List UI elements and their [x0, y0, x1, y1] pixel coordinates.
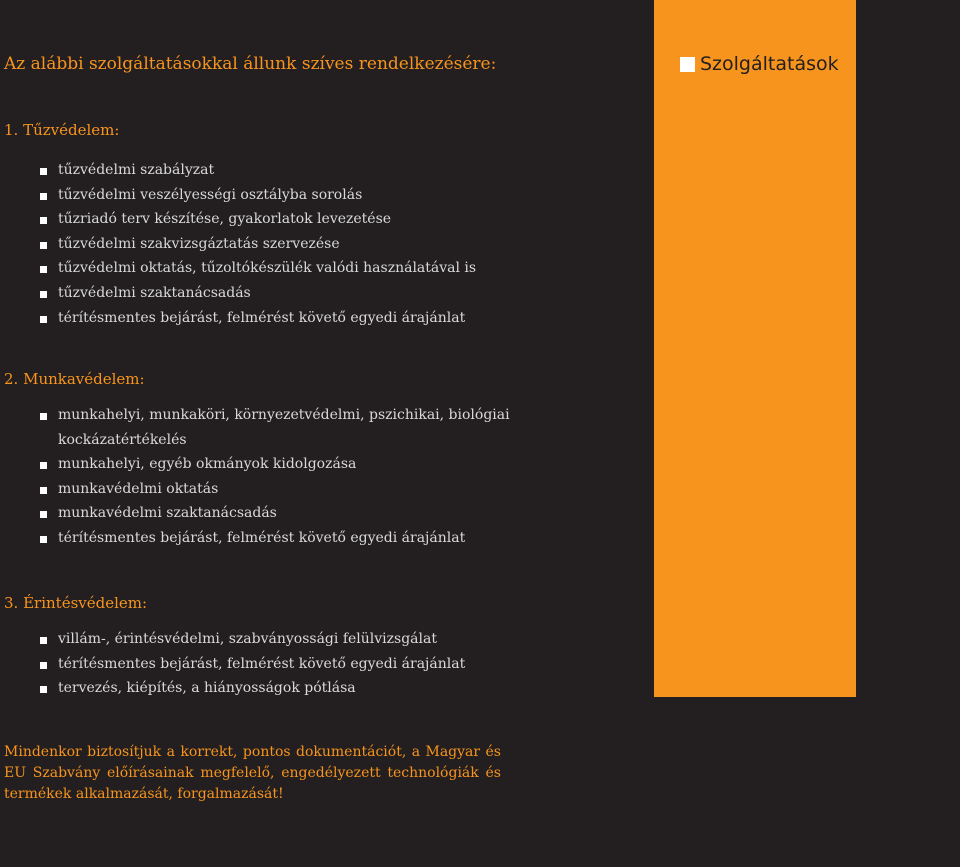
- list-item-text: tűzvédelmi oktatás, tűzoltókészülék valódi használatával is: [58, 260, 477, 277]
- square-bullet-icon: [40, 266, 47, 273]
- closing-statement: Mindenkor biztosítjuk a korrekt, pontos dokumentációt, a Magyar és EU Szabvány előírásainak megfelelő, engedélyezett technológiák és termékek alkalmazását, forgalmazását!: [4, 744, 501, 802]
- section-title-label: Érintésvédelem:: [23, 594, 148, 612]
- section-number: 3.: [4, 594, 19, 612]
- list-item: [40, 207, 520, 232]
- list-item-text: villám-, érintésvédelmi, szabványossági felülvizsgálat: [58, 631, 437, 647]
- list-item: [40, 158, 520, 183]
- square-bullet-icon: [40, 168, 47, 175]
- list-item: [40, 232, 520, 257]
- square-bullet-icon: [40, 217, 47, 224]
- list-item: [40, 627, 520, 652]
- side-panel-title-label: Szolgáltatások: [700, 53, 839, 75]
- list-item: [40, 403, 510, 452]
- list-item-text: térítésmentes bejárást, felmérést követő egyedi árajánlat: [58, 309, 466, 326]
- square-bullet-icon: [40, 291, 47, 298]
- list-item: [40, 306, 520, 331]
- list-item: [40, 477, 510, 502]
- list-item-text: tűzvédelmi szakvizsgáztatás szervezése: [58, 235, 340, 252]
- list-item-text: tűzriadó terv készítése, gyakorlatok levezetése: [58, 211, 392, 228]
- list-item-text: munkavédelmi oktatás: [58, 480, 219, 497]
- list-item-text: térítésmentes bejárást, felmérést követő egyedi árajánlat: [58, 529, 466, 546]
- occupational-safety-list: [40, 403, 510, 551]
- list-item-text: munkahelyi, egyéb okmányok kidolgozása: [58, 456, 357, 473]
- square-bullet-icon: [40, 536, 47, 543]
- section-title-electrical-protection: [4, 594, 147, 612]
- square-bullet-icon: [680, 57, 695, 72]
- list-item-text: tűzvédelmi veszélyességi osztályba sorolás: [58, 186, 363, 203]
- list-item-text: munkavédelmi szaktanácsadás: [58, 505, 277, 522]
- list-item-text: tűzvédelmi szaktanácsadás: [58, 284, 251, 301]
- electrical-protection-list: [40, 627, 520, 701]
- square-bullet-icon: [40, 193, 47, 200]
- list-item-text: tűzvédelmi szabályzat: [58, 162, 215, 178]
- square-bullet-icon: [40, 662, 47, 669]
- square-bullet-icon: [40, 316, 47, 323]
- square-bullet-icon: [40, 686, 47, 693]
- list-item: [40, 281, 520, 306]
- section-number: 1.: [4, 121, 19, 139]
- list-item: [40, 452, 510, 477]
- intro-heading: Az alábbi szolgáltatásokkal állunk szíves rendelkezésére:: [4, 54, 497, 74]
- list-item: [40, 256, 520, 281]
- section-title-fire-protection: [4, 121, 119, 139]
- section-title-label: Tűzvédelem:: [23, 121, 120, 139]
- side-panel: [654, 0, 856, 697]
- section-number: 2.: [4, 370, 19, 388]
- side-panel-title[interactable]: [680, 53, 839, 75]
- square-bullet-icon: [40, 462, 47, 469]
- list-item-text: munkahelyi, munkaköri, környezetvédelmi, pszichikai, biológiai kockázatértékelés: [58, 407, 510, 448]
- square-bullet-icon: [40, 637, 47, 644]
- fire-protection-list: [40, 158, 520, 330]
- list-item: [40, 501, 510, 526]
- square-bullet-icon: [40, 487, 47, 494]
- square-bullet-icon: [40, 242, 47, 249]
- list-item: [40, 183, 520, 208]
- square-bullet-icon: [40, 413, 47, 420]
- section-title-label: Munkavédelem:: [23, 370, 145, 388]
- list-item: [40, 676, 520, 701]
- list-item: [40, 526, 510, 551]
- list-item-text: tervezés, kiépítés, a hiányosságok pótlása: [58, 680, 356, 697]
- square-bullet-icon: [40, 511, 47, 518]
- list-item: [40, 652, 520, 677]
- list-item-text: térítésmentes bejárást, felmérést követő egyedi árajánlat: [58, 655, 466, 672]
- section-title-occupational-safety: [4, 370, 145, 388]
